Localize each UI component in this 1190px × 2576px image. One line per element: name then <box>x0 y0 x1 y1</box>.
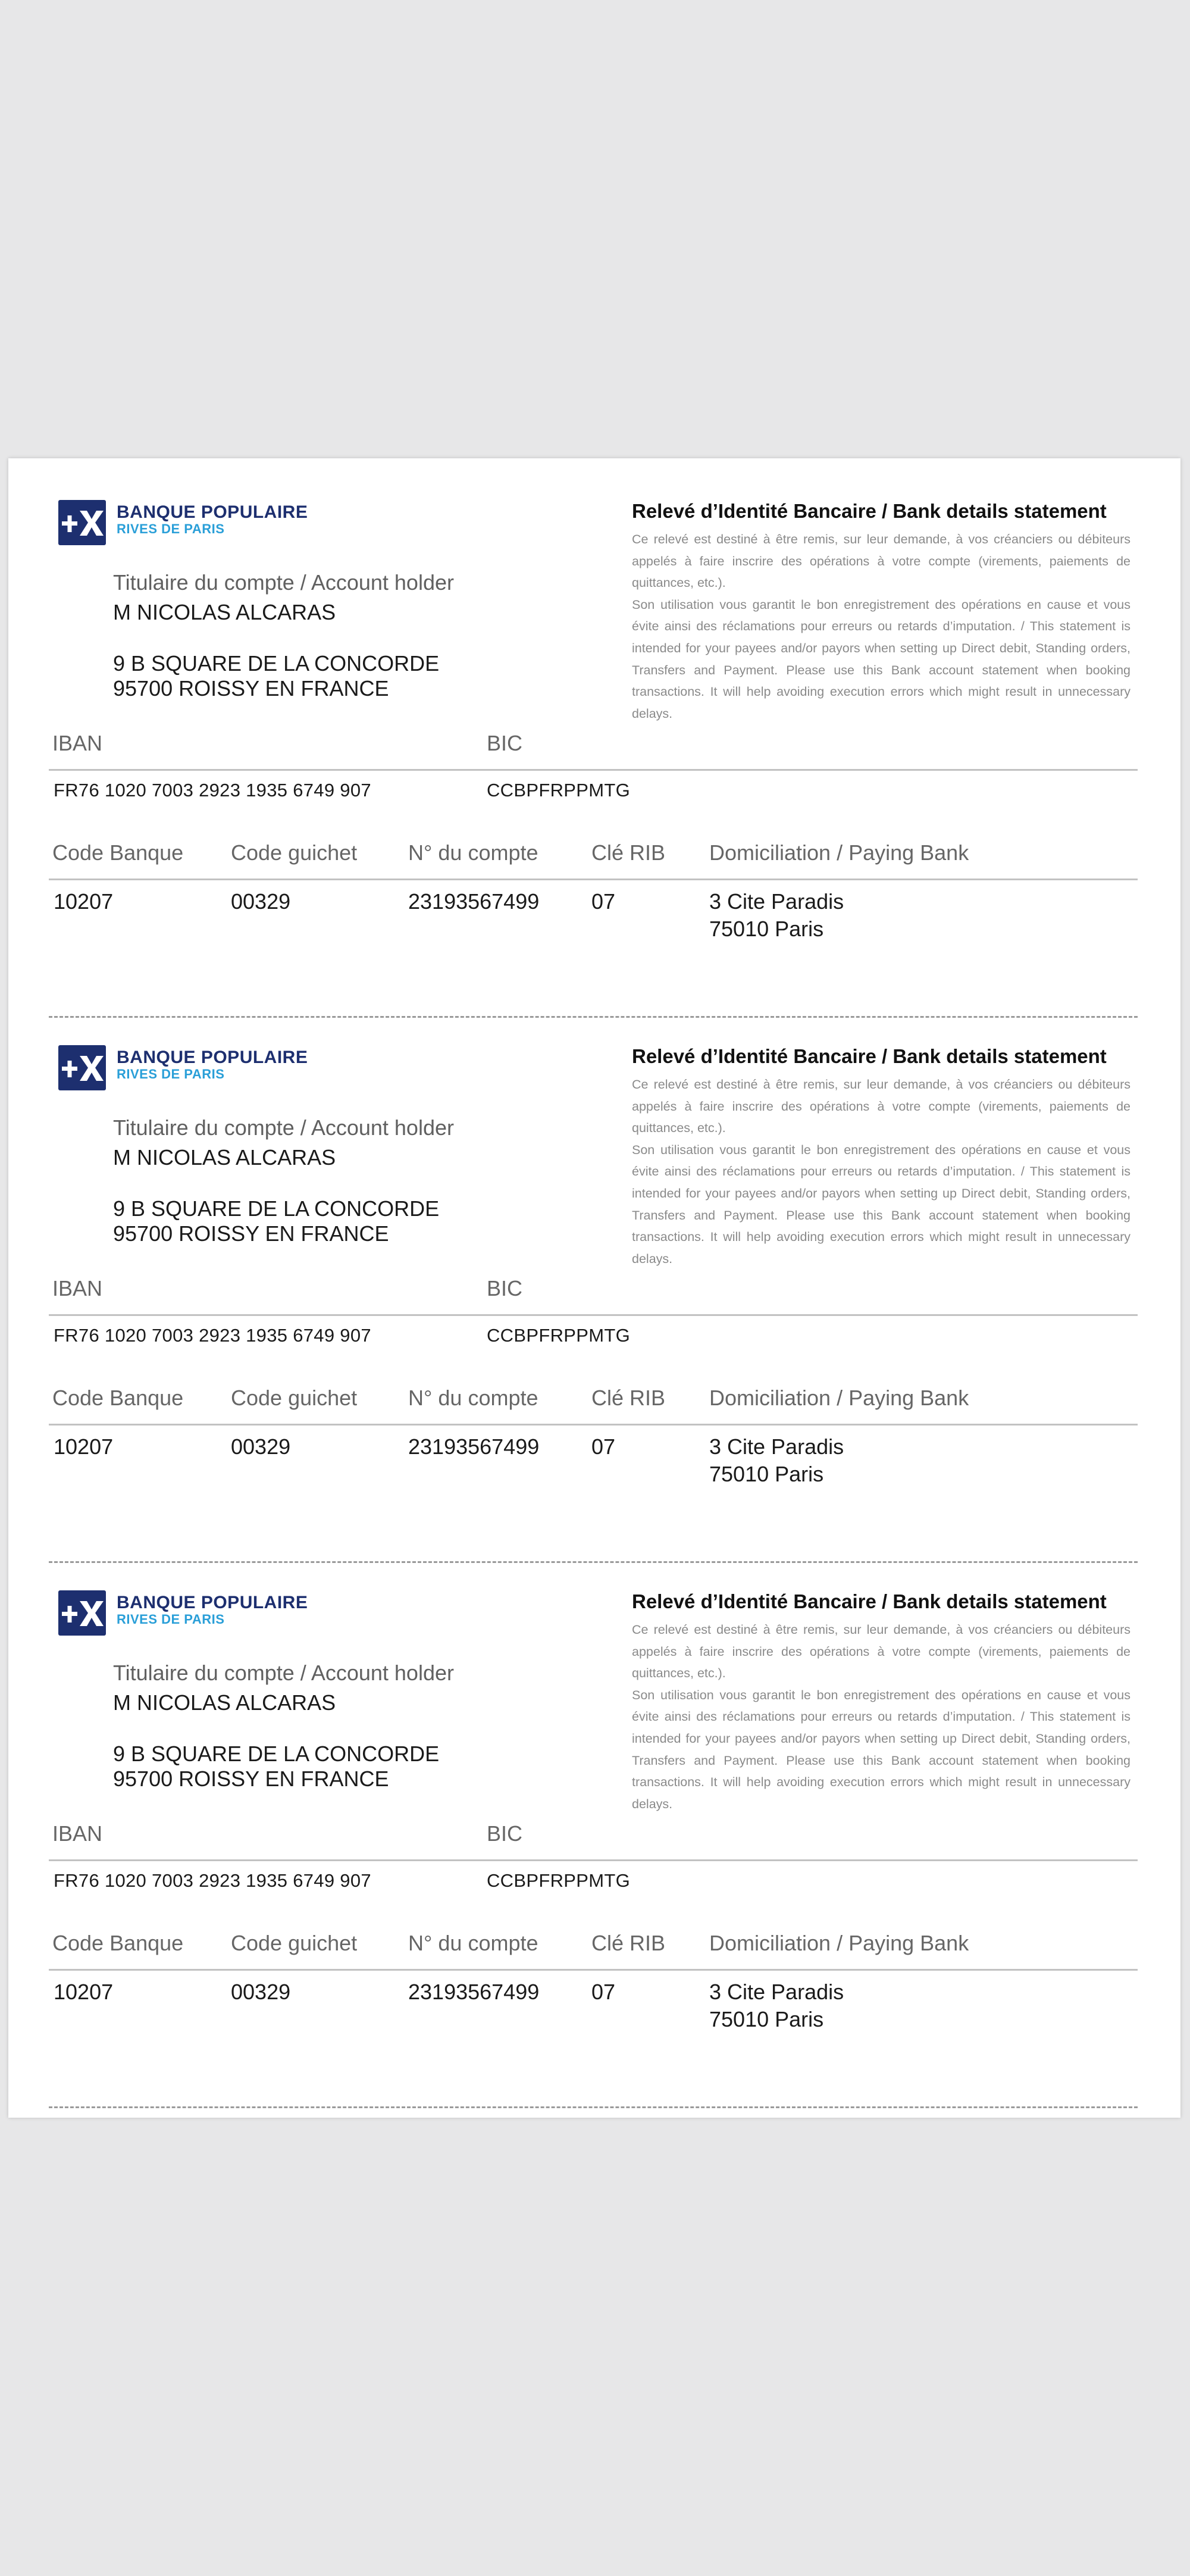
branch-code-value: 00329 <box>231 1980 291 2004</box>
holder-address-line2: 95700 ROISSY EN FRANCE <box>113 676 389 701</box>
bank-code-value: 10207 <box>54 1434 114 1459</box>
account-holder-label: Titulaire du compte / Account holder <box>113 1115 454 1140</box>
statement-title: Relevé d’Identité Bancaire / Bank details statement <box>632 500 1107 522</box>
account-holder-name: M NICOLAS ALCARAS <box>113 600 336 624</box>
account-number-header: N° du compte <box>408 840 538 865</box>
divider <box>49 879 1138 880</box>
bic-label: BIC <box>487 1821 523 1846</box>
bic-label: BIC <box>487 1276 523 1300</box>
holder-address-line2: 95700 ROISSY EN FRANCE <box>113 1767 389 1791</box>
account-holder-name: M NICOLAS ALCARAS <box>113 1145 336 1170</box>
bank-logo <box>57 498 313 548</box>
rib-key-header: Clé RIB <box>591 1386 666 1410</box>
holder-address-line1: 9 B SQUARE DE LA CONCORDE <box>113 1742 440 1766</box>
bank-name: BANQUE POPULAIRE <box>117 1593 308 1612</box>
branch-code-header: Code guichet <box>231 1386 358 1410</box>
statement-title: Relevé d’Identité Bancaire / Bank details statement <box>632 1590 1107 1612</box>
branch-code-value: 00329 <box>231 889 291 914</box>
statement-paragraph-en: Son utilisation vous garantit le bon enregistrement des opérations en cause et vous évite ainsi des réclamations pour erreurs ou retards d’imputation. / This statement is intended for your payees and/or payors when setting up Direct debit, Standing orders, Transfers and Payment. Please use this Bank account statement when booking transactions. It will help avoiding execution errors which might result in unnecessary delays. <box>632 597 1130 721</box>
bank-branch-name: RIVES DE PARIS <box>117 1612 225 1627</box>
statement-paragraph-en: Son utilisation vous garantit le bon enregistrement des opérations en cause et vous évite ainsi des réclamations pour erreurs ou retards d’imputation. / This statement is intended for your payees and/or payors when setting up Direct debit, Standing orders, Transfers and Payment. Please use this Bank account statement when booking transactions. It will help avoiding execution errors which might result in unnecessary delays. <box>632 1142 1130 1266</box>
bank-code-header: Code Banque <box>52 840 184 865</box>
divider <box>49 1314 1138 1316</box>
account-number-header: N° du compte <box>408 1931 538 1955</box>
bank-code-header: Code Banque <box>52 1386 184 1410</box>
statement-description <box>632 1619 1130 1815</box>
holder-address-line1: 9 B SQUARE DE LA CONCORDE <box>113 1196 440 1221</box>
branch-code-value: 00329 <box>231 1434 291 1459</box>
divider <box>49 1859 1138 1861</box>
domiciliation-header: Domiciliation / Paying Bank <box>709 1931 969 1955</box>
bank-code-value: 10207 <box>54 1980 114 2004</box>
holder-address-line1: 9 B SQUARE DE LA CONCORDE <box>113 651 440 676</box>
domiciliation-header: Domiciliation / Paying Bank <box>709 840 969 865</box>
bank-code-value: 10207 <box>54 889 114 914</box>
bank-logo <box>57 1588 313 1638</box>
statement-description <box>632 1074 1130 1270</box>
statement-paragraph-fr: Ce relevé est destiné à être remis, sur leur demande, à vos créanciers ou débiteurs appelés à faire inscrire des opérations à votre compte (virements, paiements de quittances, etc.). <box>632 532 1130 590</box>
iban-label: IBAN <box>52 731 103 755</box>
rib-key-value: 07 <box>591 889 616 914</box>
domiciliation-line2: 75010 Paris <box>709 1462 824 1486</box>
cut-line <box>49 2106 1138 2108</box>
statement-paragraph-fr: Ce relevé est destiné à être remis, sur leur demande, à vos créanciers ou débiteurs appelés à faire inscrire des opérations à votre compte (virements, paiements de quittances, etc.). <box>632 1622 1130 1681</box>
rib-key-header: Clé RIB <box>591 1931 666 1955</box>
bank-branch-name: RIVES DE PARIS <box>117 1067 225 1081</box>
branch-code-header: Code guichet <box>231 840 358 865</box>
divider <box>49 1424 1138 1425</box>
account-number-value: 23193567499 <box>408 889 540 914</box>
account-holder-label: Titulaire du compte / Account holder <box>113 1661 454 1685</box>
holder-address-line2: 95700 ROISSY EN FRANCE <box>113 1221 389 1246</box>
banque-populaire-logo-icon <box>57 498 107 548</box>
bic-label: BIC <box>487 731 523 755</box>
domiciliation-header: Domiciliation / Paying Bank <box>709 1386 969 1410</box>
domiciliation-line1: 3 Cite Paradis <box>709 889 844 914</box>
rib-document <box>8 458 1180 2118</box>
account-number-value: 23193567499 <box>408 1434 540 1459</box>
account-holder-name: M NICOLAS ALCARAS <box>113 1690 336 1715</box>
rib-slip <box>8 1549 1180 2094</box>
rib-slip <box>8 1003 1180 1549</box>
iban-value: FR76 1020 7003 2923 1935 6749 907 <box>54 1870 371 1891</box>
iban-label: IBAN <box>52 1276 103 1300</box>
rib-key-value: 07 <box>591 1980 616 2004</box>
domiciliation-line2: 75010 Paris <box>709 917 824 941</box>
statement-description <box>632 529 1130 724</box>
account-number-header: N° du compte <box>408 1386 538 1410</box>
banque-populaire-logo-icon <box>57 1043 107 1093</box>
domiciliation-line1: 3 Cite Paradis <box>709 1980 844 2004</box>
banque-populaire-logo-icon <box>57 1588 107 1638</box>
bic-value: CCBPFRPPMTG <box>487 780 630 801</box>
statement-title: Relevé d’Identité Bancaire / Bank details statement <box>632 1045 1107 1067</box>
rib-key-header: Clé RIB <box>591 840 666 865</box>
statement-paragraph-fr: Ce relevé est destiné à être remis, sur leur demande, à vos créanciers ou débiteurs appelés à faire inscrire des opérations à votre compte (virements, paiements de quittances, etc.). <box>632 1077 1130 1136</box>
account-number-value: 23193567499 <box>408 1980 540 2004</box>
domiciliation-line2: 75010 Paris <box>709 2007 824 2031</box>
branch-code-header: Code guichet <box>231 1931 358 1955</box>
iban-value: FR76 1020 7003 2923 1935 6749 907 <box>54 1325 371 1346</box>
bank-name: BANQUE POPULAIRE <box>117 502 308 522</box>
iban-label: IBAN <box>52 1821 103 1846</box>
bank-name: BANQUE POPULAIRE <box>117 1048 308 1067</box>
bic-value: CCBPFRPPMTG <box>487 1870 630 1891</box>
bank-branch-name: RIVES DE PARIS <box>117 521 225 536</box>
bank-code-header: Code Banque <box>52 1931 184 1955</box>
bank-logo <box>57 1043 313 1093</box>
bic-value: CCBPFRPPMTG <box>487 1325 630 1346</box>
rib-slip <box>8 458 1180 1003</box>
divider <box>49 1969 1138 1971</box>
account-holder-label: Titulaire du compte / Account holder <box>113 570 454 595</box>
divider <box>49 769 1138 771</box>
iban-value: FR76 1020 7003 2923 1935 6749 907 <box>54 780 371 801</box>
domiciliation-line1: 3 Cite Paradis <box>709 1434 844 1459</box>
rib-key-value: 07 <box>591 1434 616 1459</box>
statement-paragraph-en: Son utilisation vous garantit le bon enregistrement des opérations en cause et vous évite ainsi des réclamations pour erreurs ou retards d’imputation. / This statement is intended for your payees and/or payors when setting up Direct debit, Standing orders, Transfers and Payment. Please use this Bank account statement when booking transactions. It will help avoiding execution errors which might result in unnecessary delays. <box>632 1687 1130 1811</box>
